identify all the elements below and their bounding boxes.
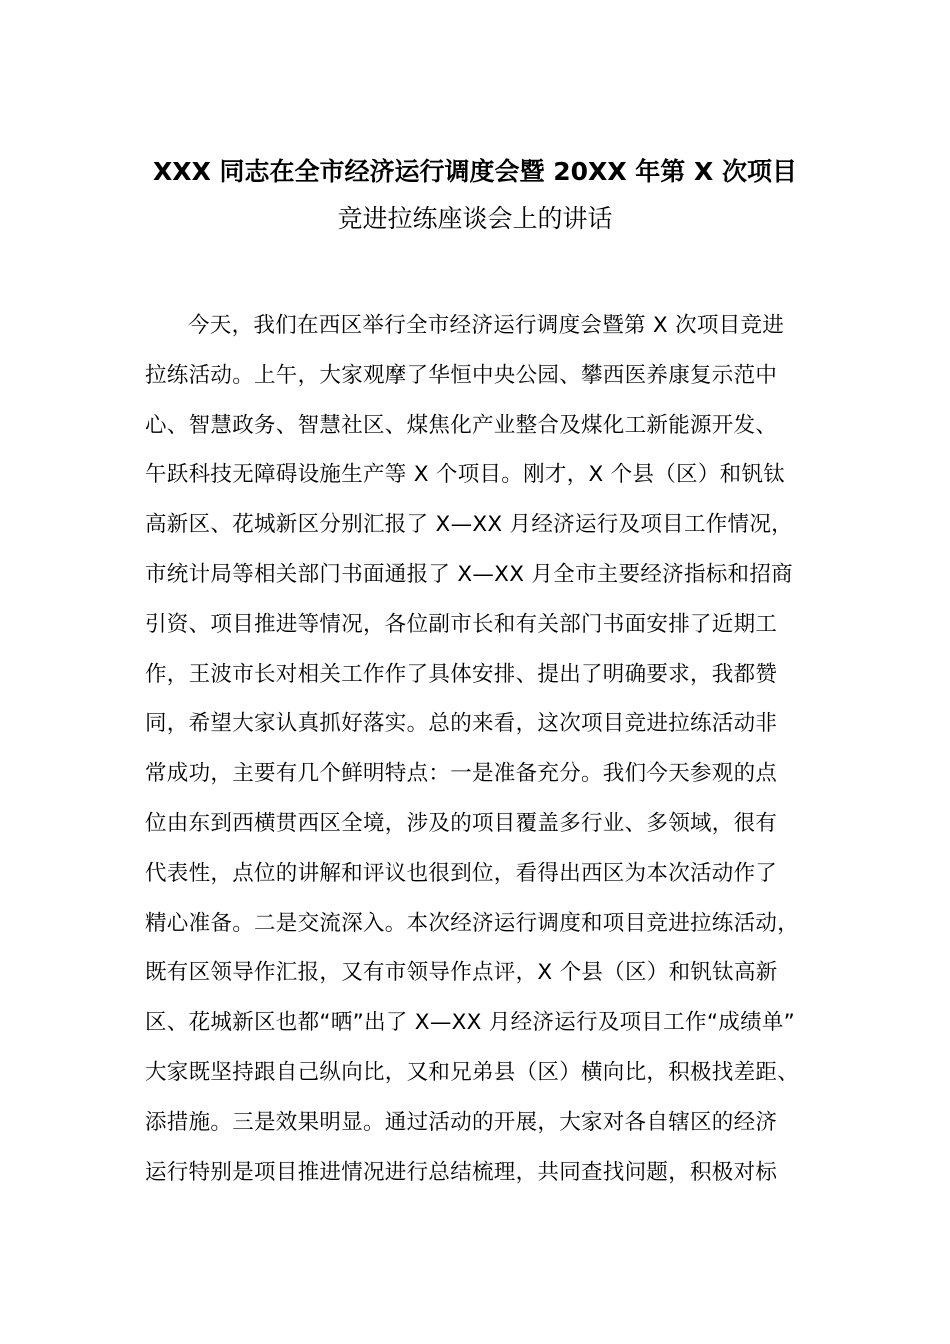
- body-line-13: 精心准备。二是交流深入。本次经济运行调度和项目竞进拉练活动，: [145, 910, 800, 936]
- body-line-11: 位由东到西横贯西区全境，涉及的项目覆盖多行业、多领域，很有: [145, 810, 778, 836]
- body-line-10: 常成功，主要有几个鲜明特点：一是准备充分。我们今天参观的点: [145, 761, 778, 787]
- body-line-2: 拉练活动。上午，大家观摩了华恒中央公园、攀西医养康复示范中: [145, 362, 778, 388]
- title-line-2: 竞进拉练座谈会上的讲话: [337, 204, 613, 233]
- document-body: [145, 301, 835, 1197]
- body-line-6: 市统计局等相关部门书面通报了 X—XX 月全市主要经济指标和招商: [145, 561, 793, 587]
- body-line-14: 既有区领导作汇报，又有市领导作点评，X 个县（区）和钒钛高新: [145, 960, 778, 986]
- body-line-8: 作，王波市长对相关工作作了具体安排、提出了明确要求，我都赞: [145, 661, 778, 687]
- document-title: [0, 148, 950, 242]
- body-line-7: 引资、项目推进等情况，各位副市长和有关部门书面安排了近期工: [145, 611, 778, 637]
- body-line-1: 今天，我们在西区举行全市经济运行调度会暨第 X 次项目竞进: [188, 313, 785, 338]
- body-line-15: 区、花城新区也都“晒”出了 X—XX 月经济运行及项目工作“成绩单”: [145, 1010, 796, 1036]
- body-line-16: 大家既坚持跟自己纵向比，又和兄弟县（区）横向比，积极找差距、: [145, 1059, 800, 1085]
- body-line-3: 心、智慧政务、智慧社区、煤焦化产业整合及煤化工新能源开发、: [145, 412, 778, 438]
- body-line-4: 午跃科技无障碍设施生产等 X 个项目。刚才，X 个县（区）和钒钛: [145, 462, 786, 488]
- body-line-12: 代表性，点位的讲解和评议也很到位，看得出西区为本次活动作了: [145, 860, 778, 886]
- body-line-9: 同，希望大家认真抓好落实。总的来看，这次项目竞进拉练活动非: [145, 711, 778, 737]
- title-line-1: XXX 同志在全市经济运行调度会暨 20XX 年第 X 次项目: [153, 157, 797, 186]
- body-line-18: 运行特别是项目推进情况进行总结梳理，共同查找问题，积极对标: [145, 1159, 778, 1185]
- body-line-5: 高新区、花城新区分别汇报了 X—XX 月经济运行及项目工作情况，: [145, 512, 793, 538]
- body-line-17: 添措施。三是效果明显。通过活动的开展，大家对各自辖区的经济: [145, 1109, 778, 1135]
